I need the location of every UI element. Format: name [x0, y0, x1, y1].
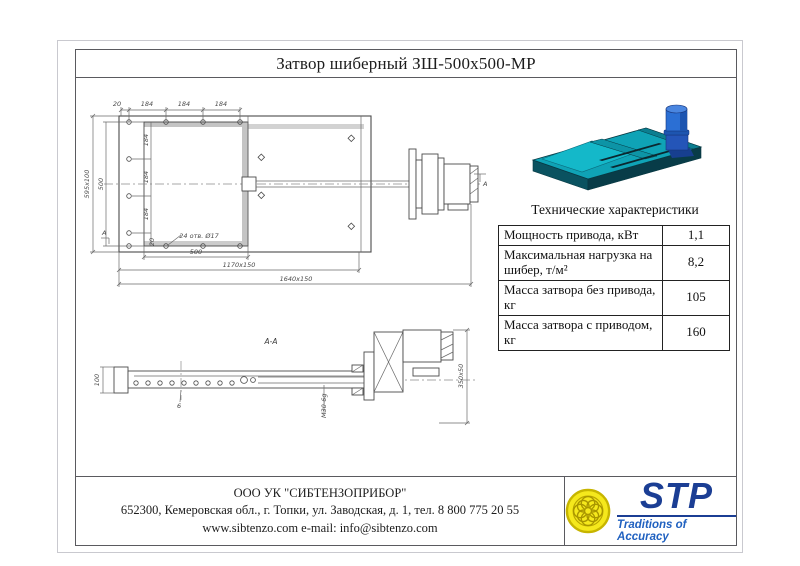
top-view-drawing [83, 100, 487, 287]
dim-label: 1170x150 [222, 261, 256, 269]
stp-tagline: Traditions of Accuracy [617, 515, 736, 543]
spec-value: 8,2 [663, 245, 730, 280]
spec-label: Мощность привода, кВт [499, 226, 663, 246]
dim-label: 184 [142, 170, 150, 184]
logo-cell [565, 477, 736, 545]
footer [76, 476, 736, 545]
dim-label: 500 [97, 177, 105, 191]
specs-section [496, 202, 734, 351]
spec-label: Масса затвора без привода, кг [499, 280, 663, 315]
spec-label: Масса затвора с приводом, кг [499, 315, 663, 350]
holes-note: 24 отв. Ø17 [179, 232, 219, 240]
company-info [76, 477, 565, 545]
section-letter: А [102, 229, 107, 237]
table-row [499, 315, 730, 350]
dim-label: 184 [177, 100, 191, 108]
table-row [499, 280, 730, 315]
dim-label: 100 [93, 373, 101, 387]
section-title: А-А [264, 337, 278, 346]
dim-label: 595x100 [83, 169, 91, 199]
dim-label: 184 [214, 100, 228, 108]
company-web: www.sibtenzo.com e-mail: info@sibtenzo.com [202, 520, 438, 535]
company-name: ООО УК "СИБТЕНЗОПРИБОР" [233, 485, 407, 500]
specs-title: Технические характеристики [531, 202, 699, 217]
spec-value: 105 [663, 280, 730, 315]
dim-label: 6 [177, 402, 182, 410]
dim-label: 350x50 [457, 363, 465, 389]
dim-label: 184 [142, 207, 150, 221]
page-title: Затвор шиберный ЗШ-500x500-МР [276, 53, 536, 73]
gate-3d-render [533, 105, 701, 190]
section-view-drawing [93, 328, 476, 425]
motor-3d [664, 105, 689, 150]
spec-value: 160 [663, 315, 730, 350]
spec-value: 1,1 [663, 226, 730, 246]
actuator-elevation [364, 330, 453, 400]
actuator-plan [409, 149, 478, 219]
dim-label: М30-6g [320, 393, 328, 418]
drawing-frame [75, 49, 737, 546]
datasheet-page [57, 40, 743, 553]
section-marker-left [101, 229, 109, 244]
dim-label: 500 [189, 248, 203, 256]
dim-label: 20 [112, 100, 122, 108]
company-address: 652300, Кемеровская обл., г. Топки, ул. Заводская, д. 1, тел. 8 800 775 20 55 [120, 503, 520, 518]
title-row [76, 50, 736, 78]
stp-logo-text: STP [640, 475, 714, 517]
table-row [499, 226, 730, 246]
stp-emblem-icon [565, 487, 611, 535]
spec-label: Максимальная нагрузка на шибер, т/м² [499, 245, 663, 280]
specs-table [498, 225, 730, 351]
table-row [499, 245, 730, 280]
section-letter: А [483, 180, 488, 188]
dim-label: 1640x150 [279, 275, 313, 283]
dim-label: 20 [148, 237, 156, 247]
dim-label: 184 [142, 133, 150, 147]
dim-label: 184 [140, 100, 154, 108]
